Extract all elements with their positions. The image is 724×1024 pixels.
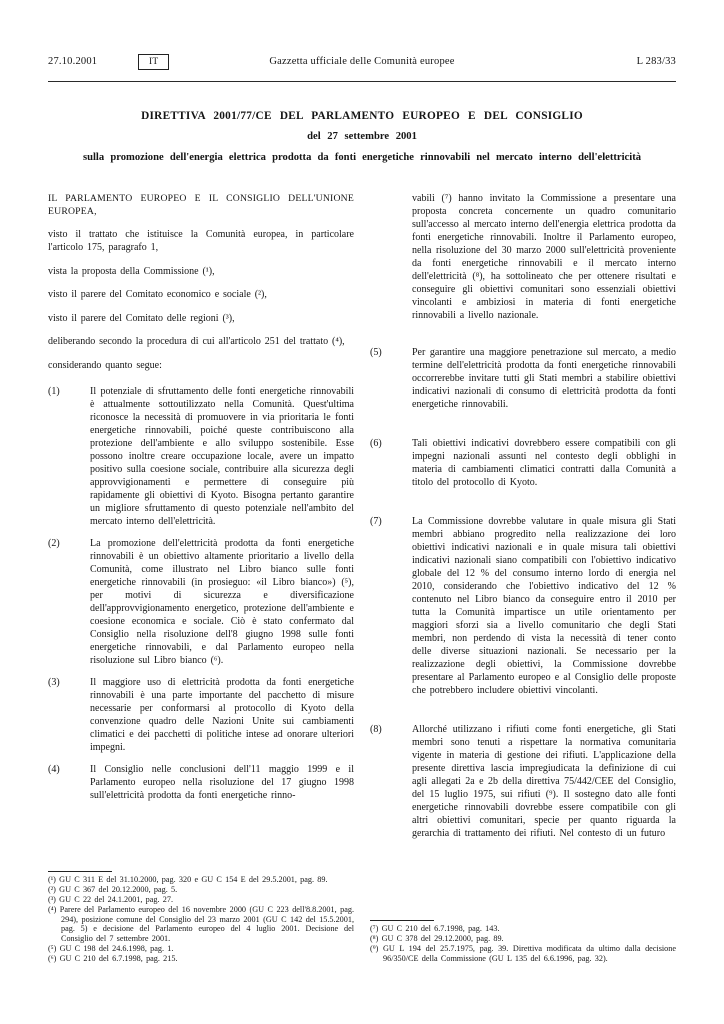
- recital-4-continuation: vabili (⁷) hanno invitato la Commissione a presentare una proposta concreta concernente un quadro comunitario sull'accesso al mercato interno dell'energia elettrica prodotta da fonti energetiche rinnovabili. Inoltre il Parlamento europeo, nella risoluzione del 30 marzo 2000 sull'elettricità proveniente da fonti energetiche rinnovabili e il mercato interno dell'elettricità (⁸), ha sottolineato che per ottenere risultati e conseguire gli obiettivi comunitari sono essenziali obiettivi vincolanti e ambiziosi in materia di fonti energetiche rinnovabili a livello nazionale.: [412, 192, 676, 321]
- header-rule: [48, 81, 676, 82]
- recital-number: (2): [48, 538, 60, 549]
- footnote-marker: (⁴): [48, 904, 57, 914]
- footnote-text: GU C 22 del 24.1.2001, pag. 27.: [59, 894, 174, 904]
- footnote-item-8: [370, 934, 676, 944]
- footnotes-right: [370, 920, 676, 963]
- page-header: [48, 56, 676, 72]
- footnote-text: GU C 210 del 6.7.1998, pag. 215.: [59, 953, 178, 963]
- footnote-text: GU L 194 del 25.7.1975, pag. 39. Direttiva modificata da ultimo dalla decisione 96/350/CE della Commissione (GU L 135 del 6.6.1996, pag. 32).: [382, 943, 677, 963]
- directive-title-block: [48, 110, 676, 165]
- footnote-item-4: [48, 905, 354, 944]
- footnote-item-6: [48, 954, 354, 964]
- footnote-marker: (¹): [48, 875, 56, 885]
- preamble-citation-proposal: vista la proposta della Commissione (¹),: [48, 265, 215, 277]
- recital-text: Il maggiore uso di elettricità prodotta da fonti energetiche rinnovabili è una parte importante del pacchetto di misure necessarie per conformarsi al protocollo di Kyoto della convenzione quadro delle Nazioni Unite sui cambiamenti climatici e dei pacchetti di politiche intese ad onorare ulteriori impegni.: [90, 677, 354, 753]
- footnote-item-2: [48, 885, 354, 895]
- footnote-marker: (⁶): [48, 953, 57, 963]
- recital-text: Tali obiettivi indicativi dovrebbero essere compatibili con gli impegni nazionali assunti nel contesto degli obblighi in materia di cambiamenti climatici contratti dalla Comunità a titolo del protocollo di Kyoto.: [412, 437, 676, 488]
- journal-title: Gazzetta ufficiale delle Comunità europee: [269, 56, 455, 67]
- recital-number: (5): [370, 346, 382, 358]
- recital-text: Il Consiglio nelle conclusioni dell'11 maggio 1999 e il Parlamento europeo nella risoluzione del 17 giugno 1998 sull'elettricità prodotta da fonti energetiche rinno-: [90, 764, 354, 801]
- footnote-separator: [48, 871, 112, 872]
- recital-text: La Commissione dovrebbe valutare in quale misura gli Stati membri abbiano progredito nella realizzazione dei loro obiettivi indicativi nazionali e in quale misura tali obiettivi indicativi nazionali siano compatibili con l'obiettivo indicativo globale del 12 % del consumo interno lordo di energia nel 2010, considerando che l'obiettivo indicativo del 12 % contenuto nel Libro bianco da conseguire entro il 2010 per tutta la Comunità impartisce un utile orientamento per maggiori sforzi sia a livello comunitario che degli Stati membri, non perdendo di vista la necessità di tener conto delle diverse situazioni nazionali. Se necessario per la realizzazione degli obiettivi, la Commissione dovrebbe presentare al Parlamento europeo e al Consiglio delle proposte che potrebbero includere obiettivi vincolanti.: [412, 515, 676, 696]
- footnote-item-5: [48, 944, 354, 954]
- recital-text: Allorché utilizzano i rifiuti come fonti energetiche, gli Stati membri sono tenuti a rispettare la normativa comunitaria vigente in materia di gestione dei rifiuti. L'applicazione della presente direttiva lascia impregiudicata la definizione di cui agli allegati 2a e 2b della direttiva 75/442/CEE del Consiglio, del 15 luglio 1975, sui rifiuti (⁹). Il sostegno dato alle fonti energetiche rinnovabili dovrebbe essere compatibile con gli altri obiettivi comunitari, specie per quanto riguarda la gerarchia di trattamento dei rifiuti. Nel contesto di un futuro: [412, 723, 676, 839]
- footnote-text: Parere del Parlamento europeo del 16 novembre 2000 (GU C 223 dell'8.8.2001, pag. 294), posizione comune del Consiglio del 23 marzo 2001 (GU C 142 del 15.5.2001, pag. 5) e decisione del Parlamento europeo del 4 luglio 2001. Decisione del Consiglio del 7 settembre 2001.: [59, 904, 355, 944]
- recital-item-2: [48, 537, 354, 667]
- recital-item-4: [48, 763, 354, 802]
- recital-text: Il potenziale di sfruttamento delle fonti energetiche rinnovabili è attualmente sottoutilizzato nella Comunità. Quest'ultima riconosce la necessità di promuovere in via prioritaria le fonti energetiche rinnovabili, poiché queste contribuiscono alla protezione dell'ambiente e allo sviluppo sostenibile. Esse possono inoltre creare occupazione locale, avere un impatto positivo sulla coesione sociale, contribuire alla sicurezza degli approvvigionamenti e permettere di conseguire più rapidamente gli obiettivi di Kyoto. Bisogna pertanto garantire un migliore sfruttamento di questo potenziale nell'ambito del mercato interno dell'elettricità.: [90, 386, 354, 527]
- footnote-item-7: [370, 924, 676, 934]
- recital-number: (8): [370, 723, 382, 735]
- two-column-body: [48, 192, 676, 964]
- recital-item-1: [48, 385, 354, 528]
- footnote-text: GU C 378 del 29.12.2000, pag. 89.: [381, 934, 504, 944]
- preamble-citation-ecosoc: visto il parere del Comitato economico e sociale (²),: [48, 289, 267, 300]
- footnote-text: GU C 198 del 24.6.1998, pag. 1.: [59, 943, 174, 953]
- recital-item-7: [370, 515, 676, 697]
- recital-item-3: [48, 676, 354, 754]
- recital-item-5: [370, 346, 676, 411]
- recital-number: (4): [48, 764, 60, 775]
- footnote-marker: (⁹): [370, 943, 379, 953]
- footnote-marker: (⁸): [370, 934, 379, 944]
- footnote-marker: (³): [48, 894, 56, 904]
- footnote-marker: (²): [48, 885, 56, 895]
- page-reference: L 283/33: [636, 56, 676, 67]
- footnote-text: GU C 311 E del 31.10.2000, pag. 320 e GU C 154 E del 29.5.2001, pag. 89.: [59, 875, 328, 885]
- footnote-item-1: [48, 875, 354, 885]
- footnote-marker: (⁵): [48, 943, 57, 953]
- recital-text: La promozione dell'elettricità prodotta da fonti energetiche rinnovabili è un obiettivo altamente prioritario a livello della Comunità, come illustrato nel Libro bianco sulle fonti energetiche rinnovabili (in prosieguo: «il Libro bianco») (⁵), per motivi di sicurezza e diversificazione dell'approvvigionamento energetico, protezione dell'ambiente e coesione economica e sociale. Ciò è stato confermato dal Consiglio nella risoluzione dell'8 giugno 1998 sulle fonti energetiche rinnovabili, e dal Parlamento europeo nella risoluzione sul Libro bianco (⁶).: [90, 538, 354, 666]
- footnote-marker: (⁷): [370, 924, 379, 934]
- directive-date: del 27 settembre 2001: [307, 131, 417, 142]
- header-date: 27.10.2001: [48, 56, 98, 67]
- recital-item-6: [370, 437, 676, 489]
- directive-subject: sulla promozione dell'energia elettrica prodotta da fonti energetiche rinnovabili nel mercato interno dell'elettricità: [82, 152, 642, 163]
- recital-number: (6): [370, 437, 382, 449]
- footnotes-left: [48, 871, 354, 963]
- recital-item-8: [370, 723, 676, 840]
- footnote-separator: [370, 920, 434, 921]
- footnote-item-9: [370, 944, 676, 964]
- left-column: [48, 192, 354, 964]
- right-column: [370, 192, 676, 964]
- footnote-text: GU C 367 del 20.12.2000, pag. 5.: [59, 885, 178, 895]
- recital-number: (3): [48, 677, 60, 688]
- recitals-left: [48, 385, 354, 811]
- footnote-text: GU C 210 del 6.7.1998, pag. 143.: [381, 924, 500, 934]
- preamble-enacting-authority: IL PARLAMENTO EUROPEO E IL CONSIGLIO DELL'UNIONE EUROPEA,: [48, 192, 354, 217]
- recital-text: Per garantire una maggiore penetrazione sul mercato, a medio termine dell'elettricità prodotta da fonti energetiche rinnovabili occorrerebbe invitare tutti gli Stati membri a stabilire obiettivi indicativi nazionali di consumo di elettricità prodotta da fonti energetiche rinnovabili.: [412, 346, 676, 410]
- directive-title: DIRETTIVA 2001/77/CE DEL PARLAMENTO EUROPEO E DEL CONSIGLIO: [141, 110, 583, 122]
- preamble-procedure: deliberando secondo la procedura di cui all'articolo 251 del trattato (⁴),: [48, 336, 345, 347]
- preamble-citation-regions: visto il parere del Comitato delle regioni (³),: [48, 312, 235, 324]
- preamble-considering: considerando quanto segue:: [48, 359, 162, 371]
- footnote-item-3: [48, 895, 354, 905]
- recital-number: (1): [48, 386, 60, 397]
- language-badge: IT: [138, 54, 169, 70]
- recital-number: (7): [370, 515, 382, 527]
- preamble-citation-treaty: visto il trattato che istituisce la Comunità europea, in particolare l'articolo 175, paragrafo 1,: [48, 229, 354, 253]
